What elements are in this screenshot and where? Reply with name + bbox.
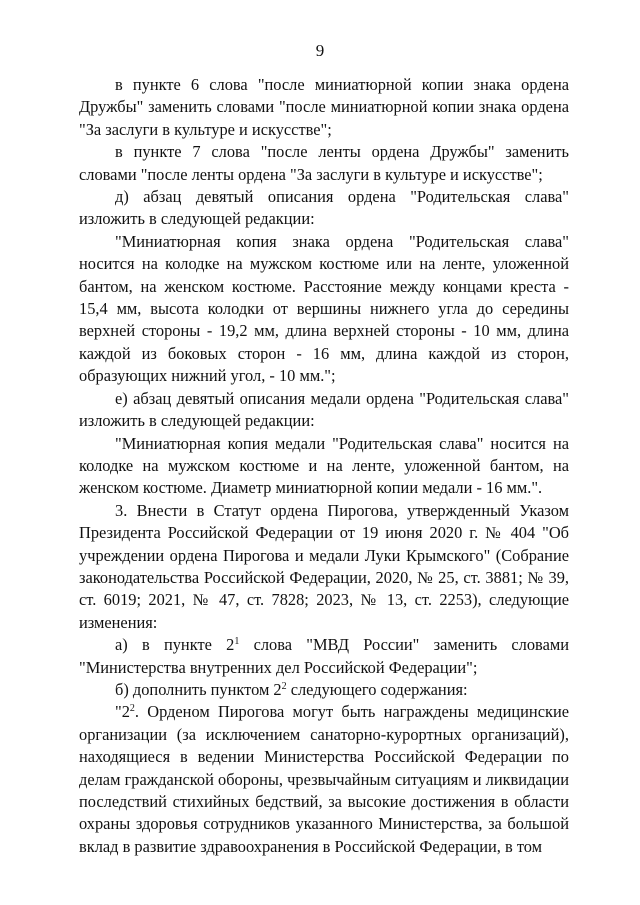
superscript: 1 — [234, 636, 240, 648]
superscript: 2 — [129, 703, 135, 715]
paragraph-a-change — [79, 634, 569, 679]
text-fragment: . Орденом Пирогова могут быть награждены медицинские организации (за исключением санаторно-курортных организаций), находящиеся в ведении Министерства Российской Федерации по делам гражданской обороны, чрезвычайным ситуациям и ликвидации последствий стихийных бедствий, за высокие достижения в области охраны здоровья сотрудников указанного Министерства, за большой вклад в развитие здравоохранения в Российской Федерации, в том — [79, 702, 569, 856]
superscript: 2 — [281, 680, 287, 692]
paragraph-order-description: "Миниатюрная копия знака ордена "Родительская слава" носится на колодке на мужском костюме или на ленте, уложенной бантом, на женском костюме. Расстояние между концами креста - 15,4 мм, высота колодки от вершины нижнего угла до середины верхней стороны - 19,2 мм, длина верхней стороны - 10 мм, длина каждой из боковых сторон - 16 мм, длина каждой из сторон, образующих нижний угол, - 10 мм."; — [79, 231, 569, 386]
paragraph-new-item-2-2 — [79, 701, 569, 858]
text-fragment: следующего содержания: — [286, 679, 468, 699]
paragraph-item-7-change: в пункте 7 слова "после ленты ордена Дружбы" заменить словами "после ленты ордена "За заслуги в культуре и искусстве"; — [79, 142, 569, 184]
paragraph-d-intro: д) абзац девятый описания ордена "Родительская слава" изложить в следующей редакции: — [79, 187, 569, 229]
paragraph-b-change — [79, 679, 569, 701]
page-number: 9 — [315, 41, 325, 60]
paragraph-e-intro: е) абзац девятый описания медали ордена "Родительская слава" изложить в следующей редакции: — [79, 388, 569, 431]
text-fragment: слова "МВД России" заменить словами "Министерства внутренних дел Российской Федерации"; — [79, 635, 570, 677]
paragraph-section-3: 3. Внести в Статут ордена Пирогова, утвержденный Указом Президента Российской Федерации от 19 июня 2020 г. № 404 "Об учреждении ордена Пирогова и медали Луки Крымского" (Собрание законодательства Российской Федерации, 2020, № 25, ст. 3881; № 39, ст. 6019; 2021, № 47, ст. 7828; 2023, № 13, ст. 2253), следующие изменения: — [79, 500, 569, 632]
text-fragment: б) дополнить пунктом 2 — [115, 679, 282, 699]
paragraph-medal-description: "Миниатюрная копия медали "Родительская слава" носится на колодке на мужском костюме и на ленте, уложенной бантом, на женском костюме. Диаметр миниатюрной копии медали - 16 мм.". — [79, 433, 569, 498]
document-body — [79, 74, 569, 858]
text-fragment: "2 — [115, 702, 130, 722]
paragraph-item-6-change: в пункте 6 слова "после миниатюрной копии знака ордена Дружбы" заменить словами "после миниатюрной копии знака ордена "За заслуги в культуре и искусстве"; — [79, 75, 569, 139]
text-fragment: а) в пункте 2 — [115, 635, 235, 655]
